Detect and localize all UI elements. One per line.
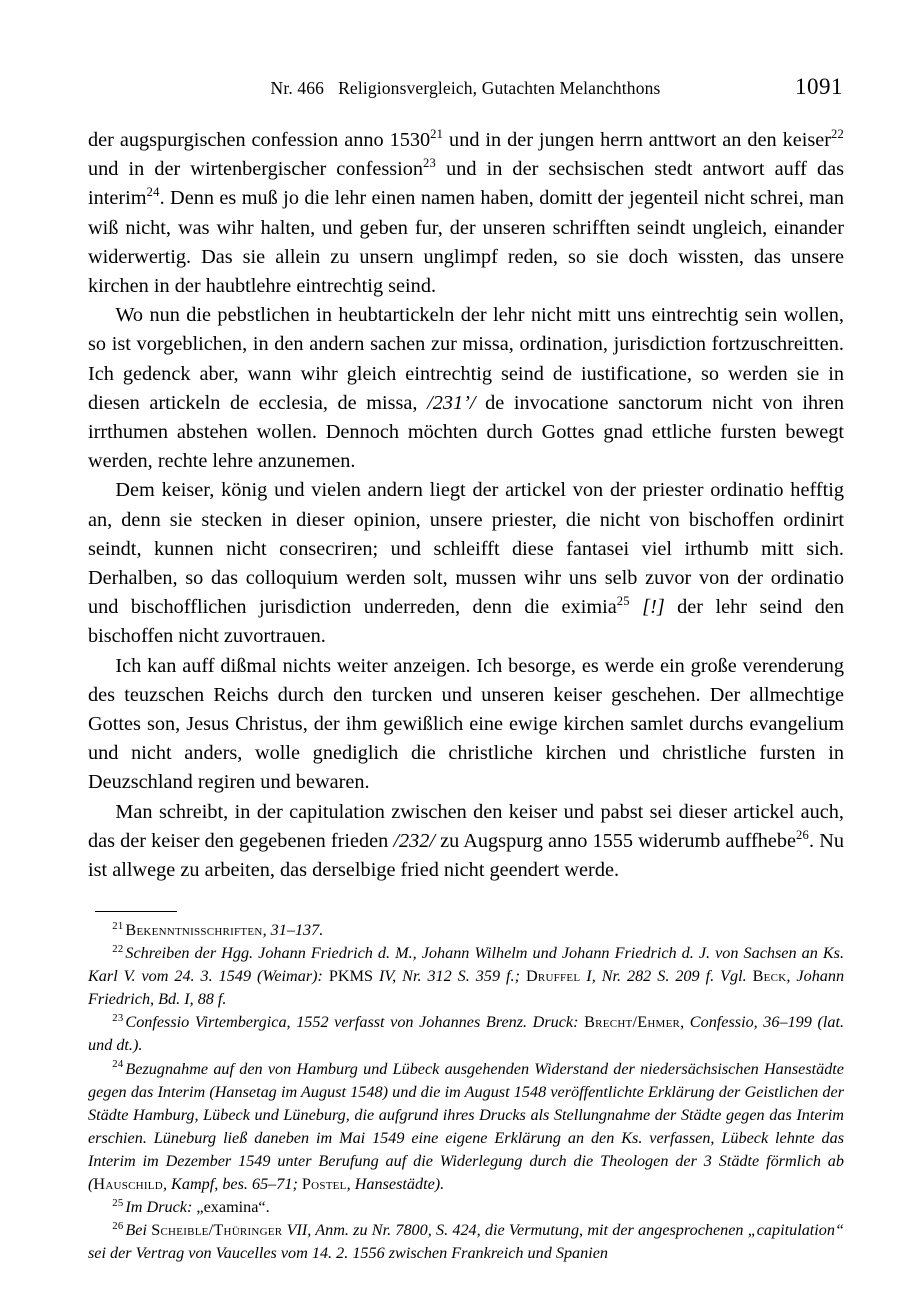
text-run: Wo nun die pebstlichen in heubtartickeln der lehr nicht mitt uns eintrechtig sein wollen, so ist vorgeblichen, in den andern sachen zur missa, ordination, jurisdiction fortzuschreitten. Ich gedenck aber, wann wihr gleich eintrechtig seind de iustificatione, so werden sie in diesen artickeln de ecclesia, de missa,: [88, 304, 844, 414]
footnote-23: [88, 1011, 844, 1057]
text-run: de invocatione sanctorum nicht von ihren irrthumen abstehen wollen. Dennoch möchten durch Gottes gnad ettliche fursten bewegt werden, rechte lehre anzunemen.: [88, 391, 844, 473]
footnote-reference-25[interactable]: 25: [616, 594, 630, 609]
footnote-22: [88, 942, 844, 1011]
text-run: und in der sechsischen stedt antwort auff das interim: [88, 158, 844, 210]
footnote-marker-25: 25: [112, 1196, 124, 1209]
text-run: der augspurgischen confession anno 1530: [88, 129, 431, 151]
footnote-reference-21[interactable]: 21: [430, 127, 444, 142]
text-run: PKMS: [322, 967, 379, 986]
italic-run: VII, Anm. zu Nr. 7800, S. 424, die Vermutung, mit der angesprochenen „capitulation“ sei der Vertrag von Vaucelles vom 14. 2. 1556 zwischen Frankreich und Spanien: [88, 1221, 844, 1263]
text-run: der lehr seind den bischoffen nicht zuvortrauen.: [88, 596, 844, 648]
small-caps-name: Hauschild: [93, 1175, 163, 1194]
italic-run: IV, Nr. 312 S. 359 f.;: [378, 967, 520, 986]
footnote-marker-24: 24: [112, 1058, 124, 1071]
footnote-reference-23[interactable]: 23: [423, 156, 437, 171]
running-head-number: Nr. 466: [270, 78, 325, 98]
footnote-marker-21: 21: [112, 919, 124, 932]
footnote-marker-23: 23: [112, 1011, 124, 1024]
text-run: zu Augspurg anno 1555 widerumb auffhebe: [435, 829, 797, 852]
text-run: Man schreibt, in der capitulation zwischen den keiser und pabst sei dieser artickel auch, das der keiser den gegebenen frieden: [88, 800, 844, 852]
paragraph-1: [88, 126, 844, 301]
running-head-center: [271, 78, 661, 99]
small-caps-name: Bekenntnisschriften: [125, 921, 263, 939]
footnote-marker-22: 22: [112, 942, 124, 955]
footnote-reference-24[interactable]: 24: [146, 185, 160, 200]
paragraph-3: [88, 476, 844, 651]
italic-run: , 31–137.: [262, 921, 324, 939]
footnote-marker-26: 26: [112, 1219, 124, 1232]
footnote-24: [88, 1058, 844, 1197]
italic-run: Bei: [125, 1221, 152, 1240]
italic-run: Bezugnahme auf den von Hamburg und Lübeck ausgehenden Widerstand der niedersächsischen Hansestädte gegen das Interim (Hansetag im August 1548) und die im August 1548 veröffentlichte Erklärung der Geistlichen der Städte Hamburg, Lübeck und Lüneburg, die aufgrund ihres Drucks als Stellungnahme der Städte gegen das Interim erschien. Lüneburg ließ daneben im Mai 1549 eine eigene Erklärung an den Ks. verfassen, Lübeck lehnte das Interim im Dezember 1549 unter Berufung auf die Widerlegung durch die Theologen der 3 Städte förmlich ab (: [88, 1059, 844, 1194]
paragraph-5: [88, 798, 844, 886]
footnote-apparatus: [88, 919, 844, 1265]
text-run: „examina“.: [192, 1198, 270, 1217]
italic-run: [!]: [642, 596, 665, 619]
small-caps-name: Druffel: [525, 967, 581, 986]
footnote-25: [88, 1196, 844, 1219]
footnote-21: [88, 919, 844, 942]
italic-run: Confessio Virtembergica, 1552 verfasst von Johannes Brenz. Druck:: [125, 1013, 579, 1032]
running-head-title: Religionsvergleich, Gutachten Melanchthons: [338, 78, 661, 98]
footnote-reference-22[interactable]: 22: [831, 127, 844, 142]
footnote-26: [88, 1219, 844, 1265]
small-caps-name: Postel: [301, 1175, 347, 1194]
italic-run: , Confessio, 36–199 (lat. und dt.).: [88, 1013, 845, 1055]
italic-run: Schreiben der Hgg. Johann Friedrich d. M., Johann Wilhelm und Johann Friedrich d. J. von Sachsen an Ks. Karl V. vom 24. 3. 1549 (Weimar):: [88, 944, 844, 986]
text-run: [630, 596, 642, 618]
text-run: . Nu ist allwege zu arbeiten, das derselbige fried nicht geendert werde.: [88, 829, 844, 882]
page-number: 1091: [795, 74, 843, 99]
text-run: und in der jungen herrn anttwort an den keiser: [443, 129, 832, 151]
text-run: Dem keiser, könig und vielen andern liegt der artickel von der priester ordinatio hefftig an, denn sie stecken in dieser opinion, unsere priester, die nicht von bischoffen ordinirt seindt, kunnen nicht consecriren; und schleifft diese fantasei viel irthumb mitt sich. Derhalben, so das colloquium werden solt, mussen wihr uns selb zuvor von der ordinatio und bischofflichen jurisdiction underreden, denn die eximia: [88, 479, 844, 619]
footnote-separator-rule: [95, 911, 177, 912]
italic-run: , Kampf, bes. 65–71;: [162, 1175, 302, 1194]
italic-run: , Hansestädte).: [346, 1175, 445, 1194]
italic-run: , Johann Friedrich, Bd. I, 88 f.: [88, 967, 845, 1009]
italic-run: I, Nr. 282 S. 209 f.: [580, 967, 715, 986]
small-caps-name: Scheible/Thüringer: [151, 1221, 283, 1240]
italic-run: /231’/: [427, 391, 476, 414]
italic-run: Vgl.: [720, 967, 747, 986]
text-run: und in der wirtenbergischer confession: [88, 158, 424, 181]
footnote-reference-26[interactable]: 26: [796, 828, 810, 843]
paragraph-4: [88, 652, 844, 798]
italic-run: Im Druck:: [125, 1198, 193, 1217]
small-caps-name: Brecht/Ehmer: [584, 1013, 681, 1032]
text-run: . Denn es muß jo die lehr einen namen haben, domitt der jegenteil nicht schrei, man wiß nicht, was wihr halten, und geben fur, der unseren schrifften seindt ungleich, einander widerwertig. Das sie allein zu unsern unglimpf reden, so sie doch wissten, das unsere kirchen in der haubtlehre eintrechtig seind.: [88, 187, 844, 298]
italic-run: /232/: [393, 829, 436, 852]
body-text: [88, 126, 844, 885]
running-head: [88, 74, 843, 104]
text-run: Ich kan auff dißmal nichts weiter anzeigen. Ich besorge, es werde ein große verenderung des teuzschen Reichs durch den turcken und unseren keiser geschehen. Der allmechtige Gottes son, Jesus Christus, der ihm gewißlich eine ewige kirchen samlet durchs evangelium und nicht anders, wolle gnediglich die christliche kirchen und christliche fursten in Deuzschland regiren und bewaren.: [88, 654, 844, 794]
small-caps-name: Beck: [752, 967, 787, 986]
paragraph-2: [88, 301, 844, 476]
